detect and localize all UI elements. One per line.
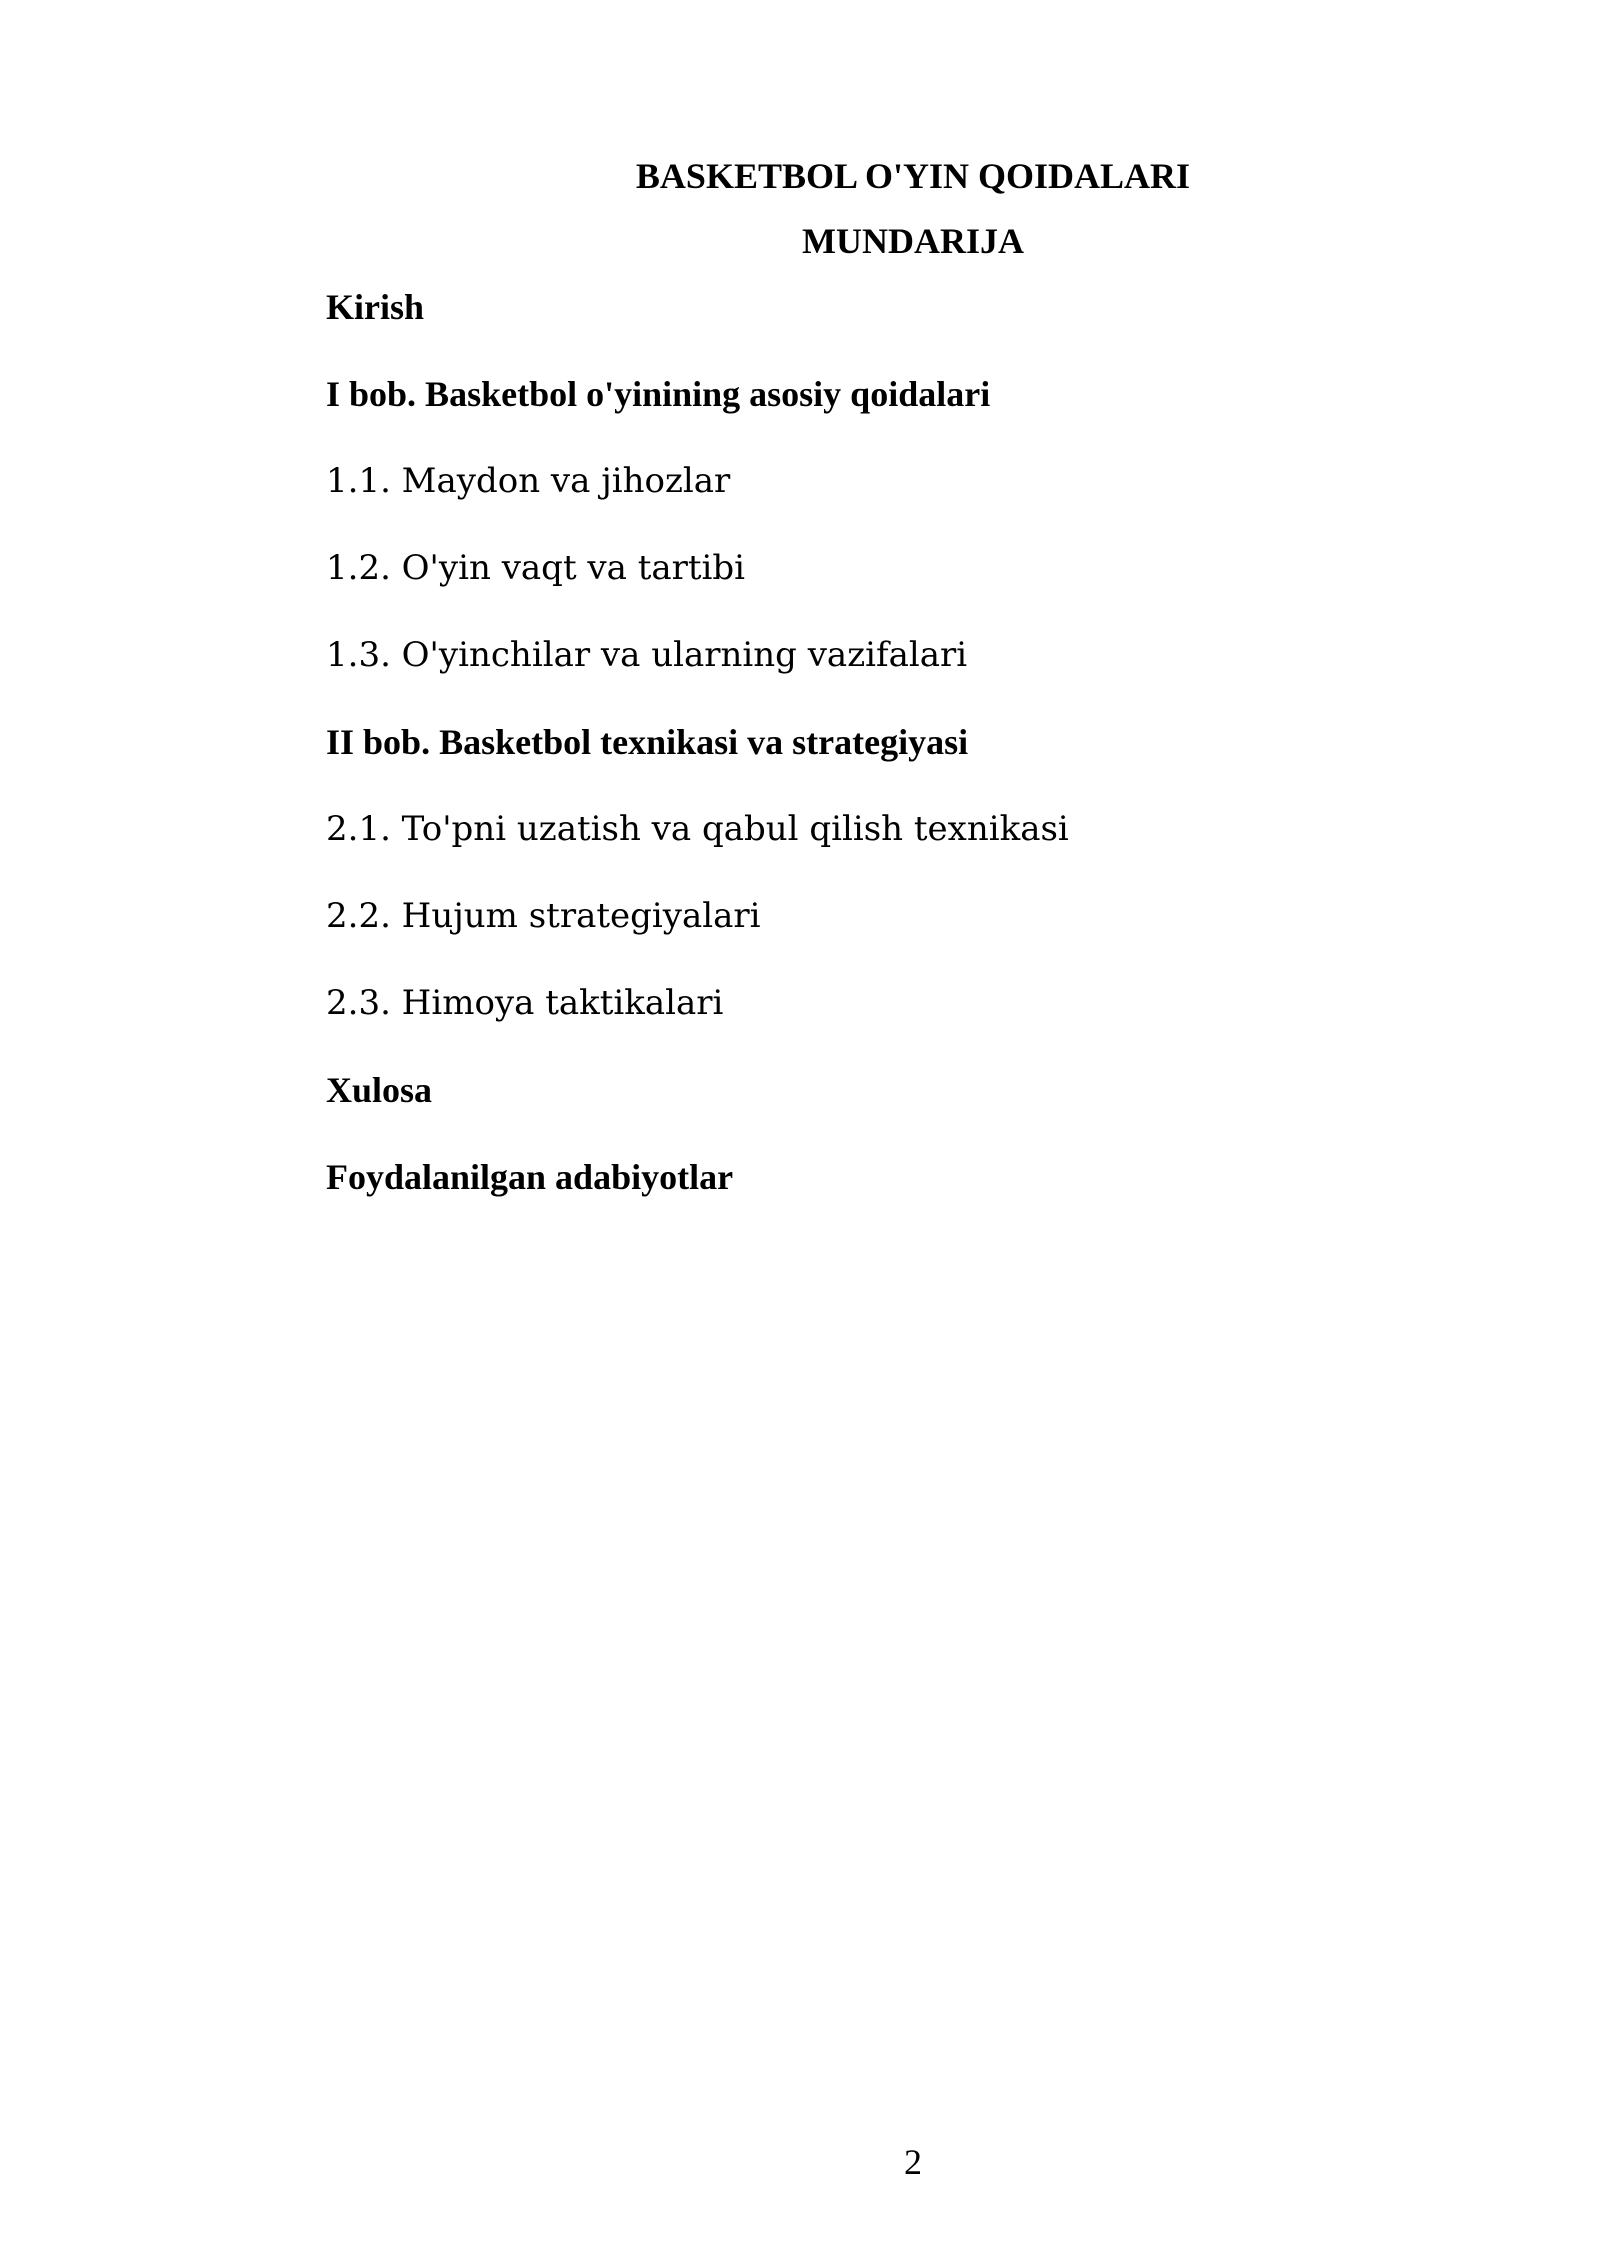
toc-entry-section-1-2: 1.2. O'yin vaqt va tartibi: [326, 548, 746, 588]
toc-entry-xulosa: Xulosa: [326, 1070, 433, 1110]
toc-entry-section-2-3: 2.3. Himoya taktikalari: [326, 983, 724, 1023]
toc-entry-chapter-2: II bob. Basketbol texnikasi va strategiyasi: [326, 722, 969, 762]
toc-entry-section-1-3: 1.3. O'yinchilar va ularning vazifalari: [326, 635, 968, 675]
toc-entry-section-2-1: 2.1. To'pni uzatish va qabul qilish texnikasi: [326, 809, 1069, 849]
page-number: 2: [904, 2142, 922, 2182]
toc-heading: MUNDARIJA: [802, 221, 1024, 261]
toc-entry-section-2-2: 2.2. Hujum strategiyalari: [326, 896, 761, 936]
toc-entry-section-1-1: 1.1. Maydon va jihozlar: [326, 461, 731, 501]
toc-entry-chapter-1: I bob. Basketbol o'yinining asosiy qoidalari: [326, 374, 991, 414]
toc-entry-references: Foydalanilgan adabiyotlar: [326, 1157, 734, 1197]
toc-entry-kirish: Kirish: [326, 287, 425, 327]
document-title: BASKETBOL O'YIN QOIDALARI: [635, 156, 1191, 196]
